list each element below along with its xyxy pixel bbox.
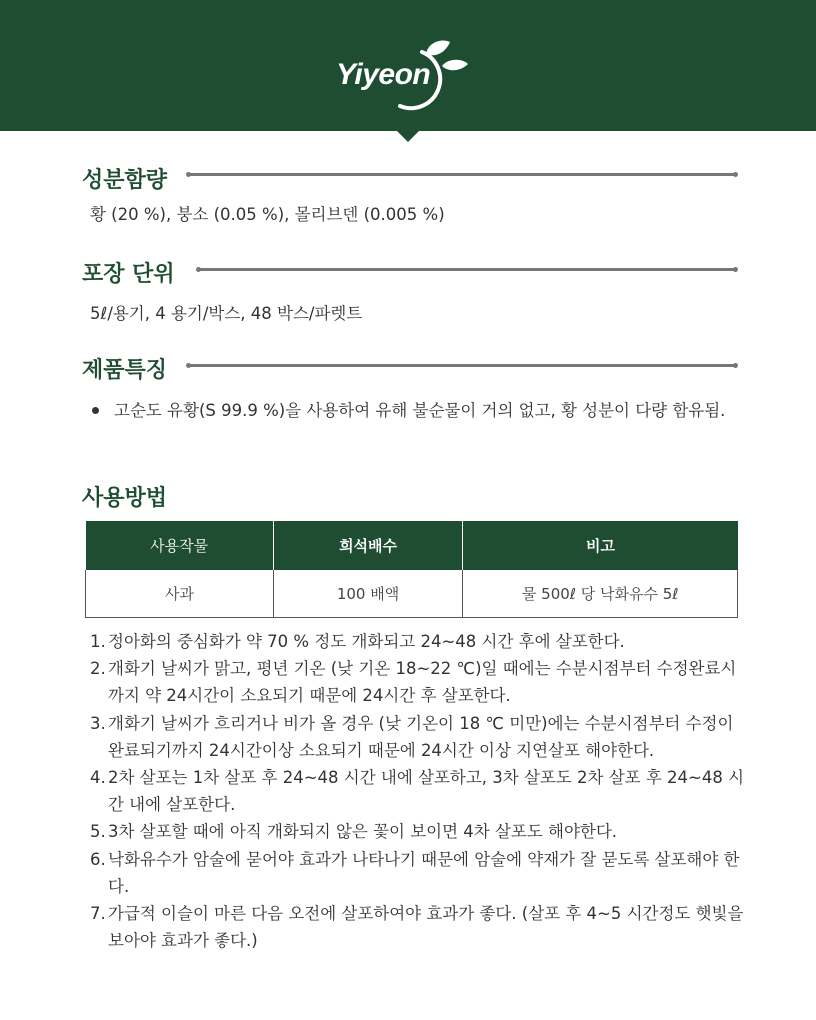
step-number: 3. <box>90 713 106 733</box>
brand-logo <box>330 36 480 116</box>
features-title: 제품특징 <box>82 358 168 383</box>
table-header-dilution: 희석배수 <box>273 521 463 570</box>
step-number: 5. <box>90 822 106 842</box>
table-cell-note: 물 500ℓ 당 낙화유수 5ℓ <box>463 570 738 617</box>
table-header-row <box>86 521 738 570</box>
table-cell-crop: 사과 <box>86 570 274 617</box>
step-number: 6. <box>90 849 106 869</box>
table-header-crop: 사용작물 <box>86 521 274 570</box>
step-text: 개화기 날씨가 맑고, 평년 기온 (낮 기온 18~22 ℃)일 때에는 수분시점부터 수정완료시 까지 약 24시간이 소요되기 때문에 24시간 후 살포한다. <box>108 659 737 706</box>
title-divider <box>188 364 736 367</box>
list-item: 고순도 유황(S 99.9 %)을 사용하여 유해 불순물이 거의 없고, 황 성분이 다량 함유됨. <box>90 398 750 424</box>
list-item <box>90 628 750 655</box>
step-number: 2. <box>90 659 106 679</box>
step-text: 3차 살포할 때에 아직 개화되지 않은 꽃이 보이면 4차 살포도 해야한다. <box>108 822 618 842</box>
step-text: 정아화의 중심화가 약 70 % 정도 개화되고 24~48 시간 후에 살포한다. <box>108 632 625 651</box>
step-number: 1. <box>90 632 106 651</box>
list-item <box>90 710 750 764</box>
step-number: 7. <box>90 904 106 924</box>
step-text: 낙화유수가 암술에 묻어야 효과가 나타나기 때문에 암술에 약재가 잘 묻도록 살포해야 한다. <box>108 849 740 896</box>
usage-title: 사용방법 <box>82 486 168 511</box>
table-cell-dilution: 100 배액 <box>273 570 463 617</box>
list-item <box>90 900 750 954</box>
ingredients-title: 성분함량 <box>82 168 168 193</box>
title-divider <box>188 173 736 176</box>
table-row <box>86 570 738 617</box>
usage-table <box>85 521 738 618</box>
list-item <box>90 818 750 845</box>
ingredients-text: 황 (20 %), 붕소 (0.05 %), 몰리브덴 (0.005 %) <box>90 205 445 224</box>
table-header-note: 비고 <box>463 521 738 570</box>
list-item <box>90 764 750 818</box>
step-text: 가급적 이슬이 마른 다음 오전에 살포하여야 효과가 좋다. (살포 후 4~5 시간정도 햇빛을 보아야 효과가 좋다.) <box>108 904 744 951</box>
features-list <box>90 398 750 424</box>
packaging-text: 5ℓ/용기, 4 용기/박스, 48 박스/파렛트 <box>90 304 363 323</box>
list-item <box>90 846 750 900</box>
brand-name: Yiyeon <box>336 58 431 91</box>
step-text: 2차 살포는 1차 살포 후 24~48 시간 내에 살포하고, 3차 살포도 2차 살포 후 24~48 시간 내에 살포한다. <box>108 768 745 815</box>
title-divider <box>198 268 736 271</box>
packaging-title: 포장 단위 <box>82 262 175 287</box>
step-text: 개화기 날씨가 흐리거나 비가 올 경우 (낮 기온이 18 ℃ 미만)에는 수분시점부터 수정이 완료되기까지 24시간이상 소요되기 때문에 24시간 이상 지연살포 해야한다. <box>108 713 734 760</box>
usage-steps <box>90 628 750 954</box>
step-number: 4. <box>90 768 106 788</box>
header-notch <box>396 130 420 142</box>
list-item <box>90 655 750 709</box>
